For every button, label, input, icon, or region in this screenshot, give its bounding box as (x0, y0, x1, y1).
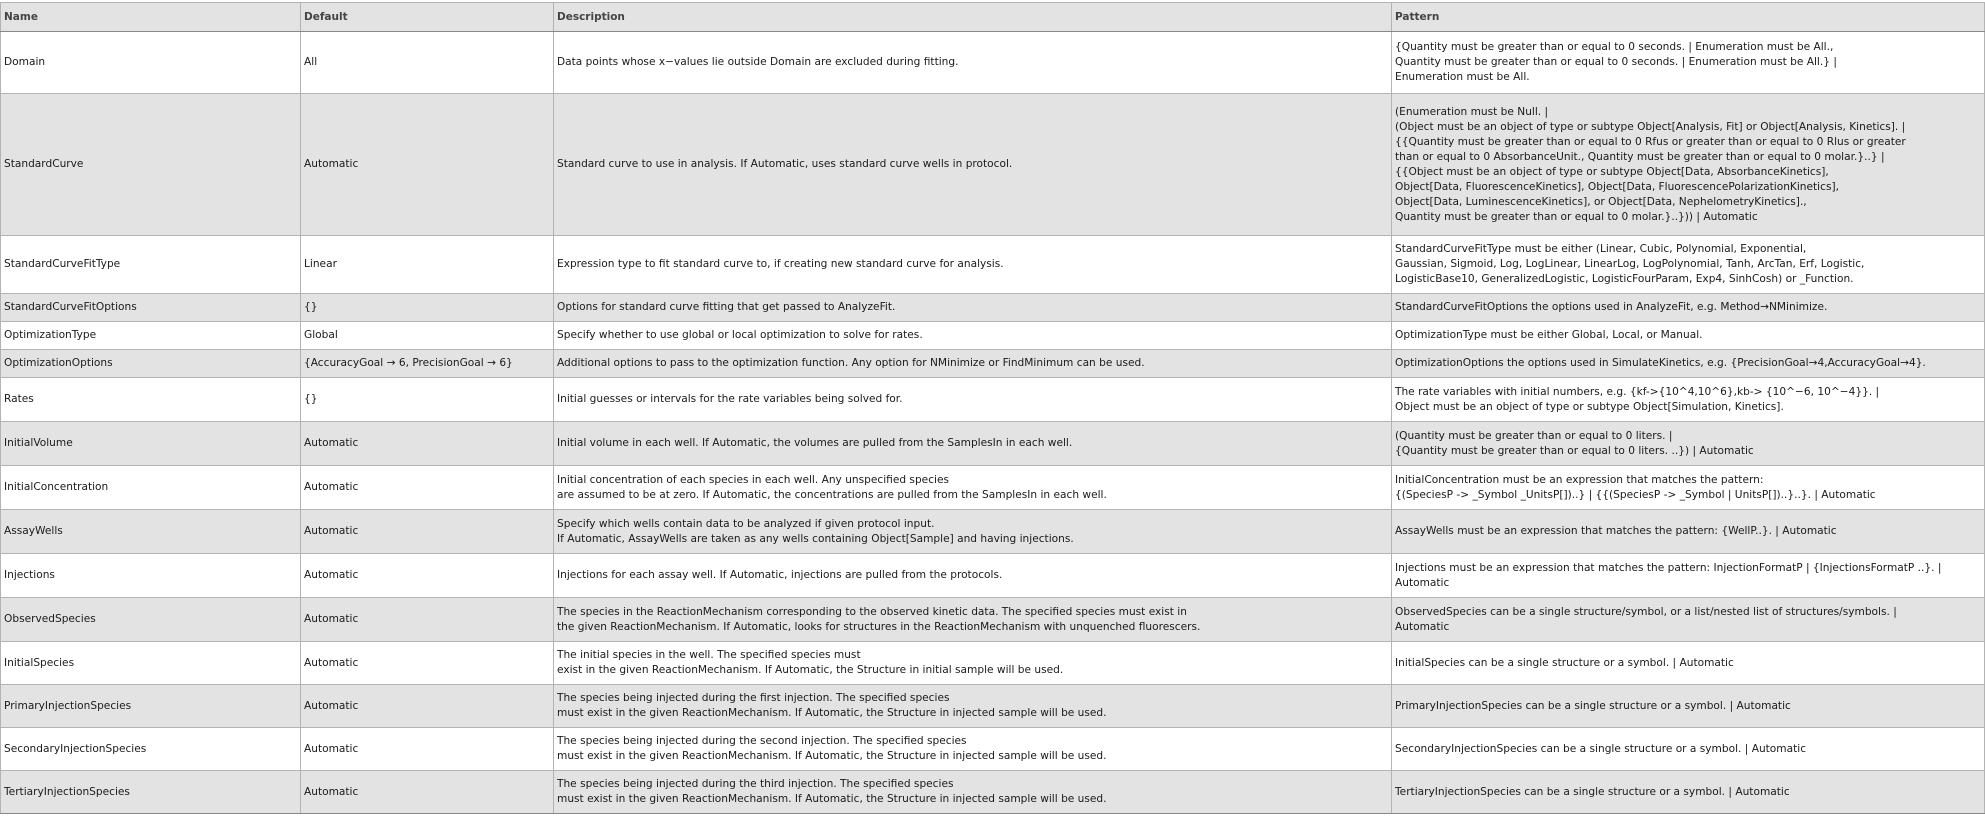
cell-default: Linear (301, 236, 554, 294)
cell-description: Injections for each assay well. If Automatic, injections are pulled from the protocols. (554, 554, 1392, 598)
cell-description: Expression type to fit standard curve to, if creating new standard curve for analysis. (554, 236, 1392, 294)
table-row (1, 294, 1985, 322)
header-row (1, 3, 1985, 32)
table-row (1, 322, 1985, 350)
cell-name: SecondaryInjectionSpecies (1, 728, 301, 771)
cell-default: {} (301, 294, 554, 322)
cell-default: Automatic (301, 598, 554, 642)
cell-default: {} (301, 378, 554, 422)
cell-pattern: {Quantity must be greater than or equal to 0 seconds. | Enumeration must be All., Quantity must be greater than or equal to 0 seconds. | Enumeration must be All.} | Enumeration must be All. (1392, 32, 1985, 94)
cell-description: Specify which wells contain data to be analyzed if given protocol input. If Automatic, AssayWells are taken as any wells containing Object[Sample] and having injections. (554, 510, 1392, 554)
cell-description: The initial species in the well. The specified species must exist in the given ReactionMechanism. If Automatic, the Structure in initial sample will be used. (554, 642, 1392, 685)
cell-description: Specify whether to use global or local optimization to solve for rates. (554, 322, 1392, 350)
cell-name: Domain (1, 32, 301, 94)
cell-pattern: (Enumeration must be Null. | (Object must be an object of type or subtype Object[Analysis, Fit] or Object[Analysis, Kinetics]. | {{Quantity must be greater than or equal to 0 Rfus or greater than or equal to 0 Rlus or greater than or equal to 0 AbsorbanceUnit., Quantity must be greater than or equal to 0 molar.}..} | {{Object must be an object of type or subtype Object[Data, AbsorbanceKinetics], Object[Data, FluorescenceKinetics], Object[Data, FluorescencePolarizationKinetics], Object[Data, LuminescenceKinetics], or Object[Data, NephelometryKinetics]., Quantity must be greater than or equal to 0 molar.}..})) | Automatic (1392, 94, 1985, 236)
cell-description: Options for standard curve fitting that get passed to AnalyzeFit. (554, 294, 1392, 322)
cell-default: Automatic (301, 554, 554, 598)
header-name: Name (1, 3, 301, 32)
cell-default: Automatic (301, 771, 554, 814)
table-row (1, 554, 1985, 598)
cell-name: StandardCurve (1, 94, 301, 236)
cell-pattern: The rate variables with initial numbers, e.g. {kf->{10^4,10^6},kb-> {10^−6, 10^−4}}. | Object must be an object of type or subtype Object[Simulation, Kinetics]. (1392, 378, 1985, 422)
cell-description: Initial volume in each well. If Automatic, the volumes are pulled from the SamplesIn in each well. (554, 422, 1392, 466)
cell-pattern: StandardCurveFitOptions the options used in AnalyzeFit, e.g. Method→NMinimize. (1392, 294, 1985, 322)
cell-name: InitialConcentration (1, 466, 301, 510)
cell-pattern: InitialConcentration must be an expression that matches the pattern: {(SpeciesP -> _Symbol _UnitsP[])..} | {{(SpeciesP -> _Symbol | UnitsP[])..}..}. | Automatic (1392, 466, 1985, 510)
cell-default: Automatic (301, 94, 554, 236)
cell-description: The species being injected during the third injection. The specified species must exist in the given ReactionMechanism. If Automatic, the Structure in injected sample will be used. (554, 771, 1392, 814)
cell-description: Additional options to pass to the optimization function. Any option for NMinimize or FindMinimum can be used. (554, 350, 1392, 378)
cell-pattern: SecondaryInjectionSpecies can be a single structure or a symbol. | Automatic (1392, 728, 1985, 771)
table-row (1, 728, 1985, 771)
cell-default: Automatic (301, 466, 554, 510)
cell-description: The species being injected during the first injection. The specified species must exist in the given ReactionMechanism. If Automatic, the Structure in injected sample will be used. (554, 685, 1392, 728)
cell-description: The species being injected during the second injection. The specified species must exist in the given ReactionMechanism. If Automatic, the Structure in injected sample will be used. (554, 728, 1392, 771)
cell-default: Automatic (301, 685, 554, 728)
cell-pattern: StandardCurveFitType must be either (Linear, Cubic, Polynomial, Exponential, Gaussian, Sigmoid, Log, LogLinear, LinearLog, LogPolynomial, Tanh, ArcTan, Erf, Logistic, LogisticBase10, GeneralizedLogistic, LogisticFourParam, Exp4, SinhCosh) or _Function. (1392, 236, 1985, 294)
cell-name: OptimizationType (1, 322, 301, 350)
table-row (1, 422, 1985, 466)
cell-name: TertiaryInjectionSpecies (1, 771, 301, 814)
table-row (1, 771, 1985, 814)
table-row (1, 94, 1985, 236)
cell-default: Global (301, 322, 554, 350)
table-row (1, 466, 1985, 510)
cell-pattern: (Quantity must be greater than or equal to 0 liters. | {Quantity must be greater than or equal to 0 liters. ..}) | Automatic (1392, 422, 1985, 466)
cell-name: Injections (1, 554, 301, 598)
cell-name: StandardCurveFitOptions (1, 294, 301, 322)
cell-description: Initial guesses or intervals for the rate variables being solved for. (554, 378, 1392, 422)
cell-description: Initial concentration of each species in each well. Any unspecified species are assumed to be at zero. If Automatic, the concentrations are pulled from the SamplesIn in each well. (554, 466, 1392, 510)
options-table (0, 2, 1985, 814)
cell-pattern: TertiaryInjectionSpecies can be a single structure or a symbol. | Automatic (1392, 771, 1985, 814)
cell-name: OptimizationOptions (1, 350, 301, 378)
table-row (1, 598, 1985, 642)
table-row (1, 685, 1985, 728)
cell-pattern: PrimaryInjectionSpecies can be a single structure or a symbol. | Automatic (1392, 685, 1985, 728)
cell-default: Automatic (301, 728, 554, 771)
header-default: Default (301, 3, 554, 32)
cell-name: PrimaryInjectionSpecies (1, 685, 301, 728)
cell-name: InitialSpecies (1, 642, 301, 685)
cell-default: Automatic (301, 642, 554, 685)
cell-description: The species in the ReactionMechanism corresponding to the observed kinetic data. The specified species must exist in the given ReactionMechanism. If Automatic, looks for structures in the ReactionMechanism with unquenched fluorescers. (554, 598, 1392, 642)
table-row (1, 32, 1985, 94)
table-row (1, 350, 1985, 378)
table-row (1, 642, 1985, 685)
cell-pattern: AssayWells must be an expression that matches the pattern: {WellP..}. | Automatic (1392, 510, 1985, 554)
cell-default: {AccuracyGoal → 6, PrecisionGoal → 6} (301, 350, 554, 378)
cell-pattern: InitialSpecies can be a single structure or a symbol. | Automatic (1392, 642, 1985, 685)
cell-name: StandardCurveFitType (1, 236, 301, 294)
table-row (1, 510, 1985, 554)
cell-name: Rates (1, 378, 301, 422)
cell-default: Automatic (301, 422, 554, 466)
cell-name: InitialVolume (1, 422, 301, 466)
cell-name: ObservedSpecies (1, 598, 301, 642)
cell-name: AssayWells (1, 510, 301, 554)
table-row (1, 378, 1985, 422)
cell-description: Standard curve to use in analysis. If Automatic, uses standard curve wells in protocol. (554, 94, 1392, 236)
cell-pattern: Injections must be an expression that matches the pattern: InjectionFormatP | {InjectionsFormatP ..}. | Automatic (1392, 554, 1985, 598)
cell-default: All (301, 32, 554, 94)
header-pattern: Pattern (1392, 3, 1985, 32)
cell-pattern: OptimizationType must be either Global, Local, or Manual. (1392, 322, 1985, 350)
header-description: Description (554, 3, 1392, 32)
table-row (1, 236, 1985, 294)
cell-default: Automatic (301, 510, 554, 554)
cell-pattern: OptimizationOptions the options used in SimulateKinetics, e.g. {PrecisionGoal→4,AccuracyGoal→4}. (1392, 350, 1985, 378)
cell-pattern: ObservedSpecies can be a single structure/symbol, or a list/nested list of structures/symbols. | Automatic (1392, 598, 1985, 642)
cell-description: Data points whose x−values lie outside Domain are excluded during fitting. (554, 32, 1392, 94)
